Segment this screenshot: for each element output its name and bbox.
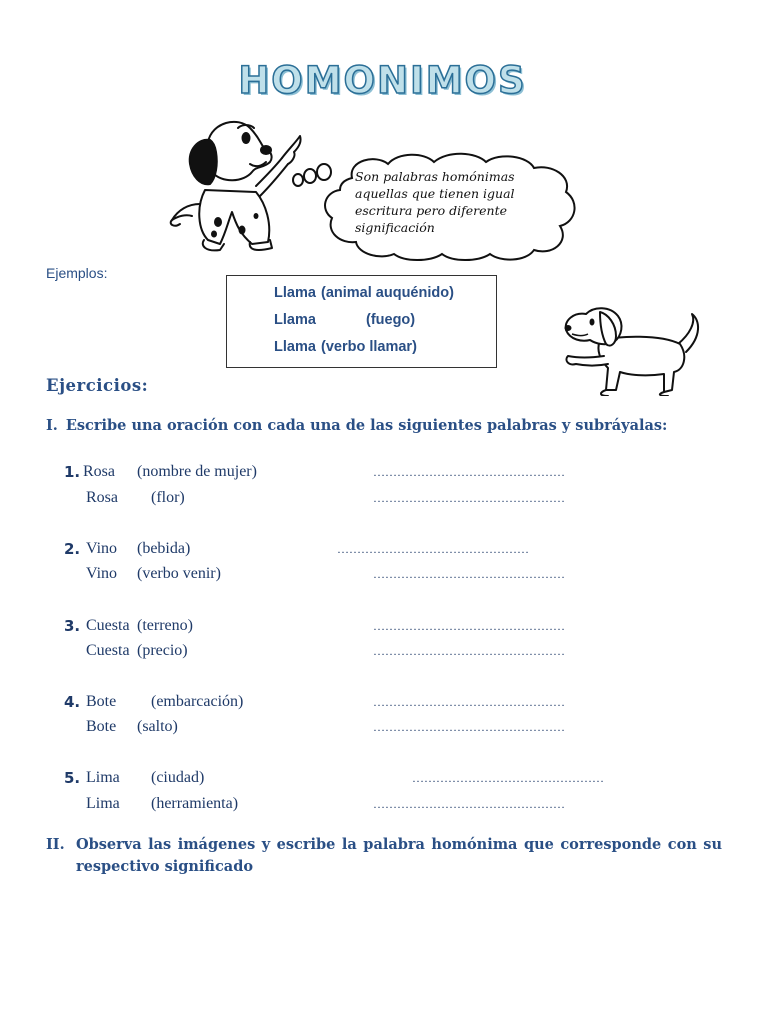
homonym-word: Rosa [83, 463, 115, 480]
answer-blank[interactable]: ………………………………………… [337, 542, 529, 556]
item-number: 2. [64, 540, 81, 558]
item-number: 3. [64, 617, 81, 635]
exercise-line [0, 767, 768, 789]
homonym-word: Rosa [86, 489, 118, 506]
example-word: Llama [274, 339, 316, 355]
exercise-line [0, 716, 768, 738]
instruction-text: Escribe una oración con cada una de las siguientes palabras y subráyalas: [65, 417, 668, 434]
word-meaning: (nombre de mujer) [137, 463, 257, 480]
example-word: Llama [274, 285, 316, 301]
homonym-word: Vino [86, 565, 118, 582]
item-number: 1. [64, 463, 81, 481]
exercise-line [0, 691, 768, 713]
exercise-line [0, 487, 768, 509]
item-number: 5. [64, 769, 81, 787]
homonym-word: Lima [86, 769, 120, 786]
word-meaning: (ciudad) [151, 769, 205, 786]
section-number: II. [46, 836, 65, 853]
word-meaning: (terreno) [137, 617, 193, 634]
instruction-two [46, 834, 722, 878]
example-row [274, 285, 454, 301]
homonym-word: Lima [86, 795, 120, 812]
answer-blank[interactable]: ………………………………………… [373, 465, 565, 479]
exercise-line [0, 615, 768, 637]
example-word: Llama [274, 312, 316, 328]
answer-blank[interactable]: ………………………………………… [373, 644, 565, 658]
exercise-line [0, 793, 768, 815]
examples-label: Ejemplos: [46, 265, 108, 281]
homonym-word: Bote [86, 718, 117, 735]
word-meaning: (embarcación) [151, 693, 244, 710]
example-meaning: (fuego) [366, 312, 416, 328]
homonym-word: Bote [86, 693, 117, 710]
exercise-line [0, 538, 768, 560]
item-number: 4. [64, 693, 81, 711]
word-meaning: (bebida) [137, 540, 191, 557]
word-meaning: (precio) [137, 642, 188, 659]
answer-blank[interactable]: ………………………………………… [373, 797, 565, 811]
homonym-word: Vino [86, 540, 118, 557]
word-meaning: (salto) [137, 718, 178, 735]
exercise-line [0, 563, 768, 585]
pointing-dog-illustration [160, 112, 305, 254]
example-row [274, 312, 416, 328]
example-meaning: (animal auquénido) [321, 285, 454, 301]
example-meaning: (verbo llamar) [321, 339, 417, 355]
definition-text: Son palabras homónimas aquellas que tienen igual escritura pero diferente significación [355, 169, 515, 235]
examples-box [226, 275, 497, 368]
exercises-heading: Ejercicios: [46, 376, 149, 395]
exercise-line [0, 461, 768, 483]
answer-blank[interactable]: ………………………………………… [373, 491, 565, 505]
answer-blank[interactable]: ………………………………………… [373, 619, 565, 633]
answer-blank[interactable]: ………………………………………… [373, 567, 565, 581]
word-meaning: (herramienta) [151, 795, 239, 812]
homonym-word: Cuesta [86, 642, 130, 659]
page-title: HOMONIMOS [238, 59, 527, 102]
section-number: I. [46, 417, 58, 434]
word-meaning: (verbo venir) [137, 565, 221, 582]
instruction-text: Observa las imágenes y escribe la palabra homónima que corresponde con su respectivo significado [76, 836, 722, 875]
answer-blank[interactable]: ………………………………………… [412, 771, 604, 785]
instruction-one [46, 417, 736, 434]
homonym-word: Cuesta [86, 617, 130, 634]
walking-dog-illustration [560, 300, 708, 396]
answer-blank[interactable]: ………………………………………… [373, 720, 565, 734]
example-row [274, 339, 417, 355]
exercise-line [0, 640, 768, 662]
word-meaning: (flor) [151, 489, 185, 506]
answer-blank[interactable]: ………………………………………… [373, 695, 565, 709]
